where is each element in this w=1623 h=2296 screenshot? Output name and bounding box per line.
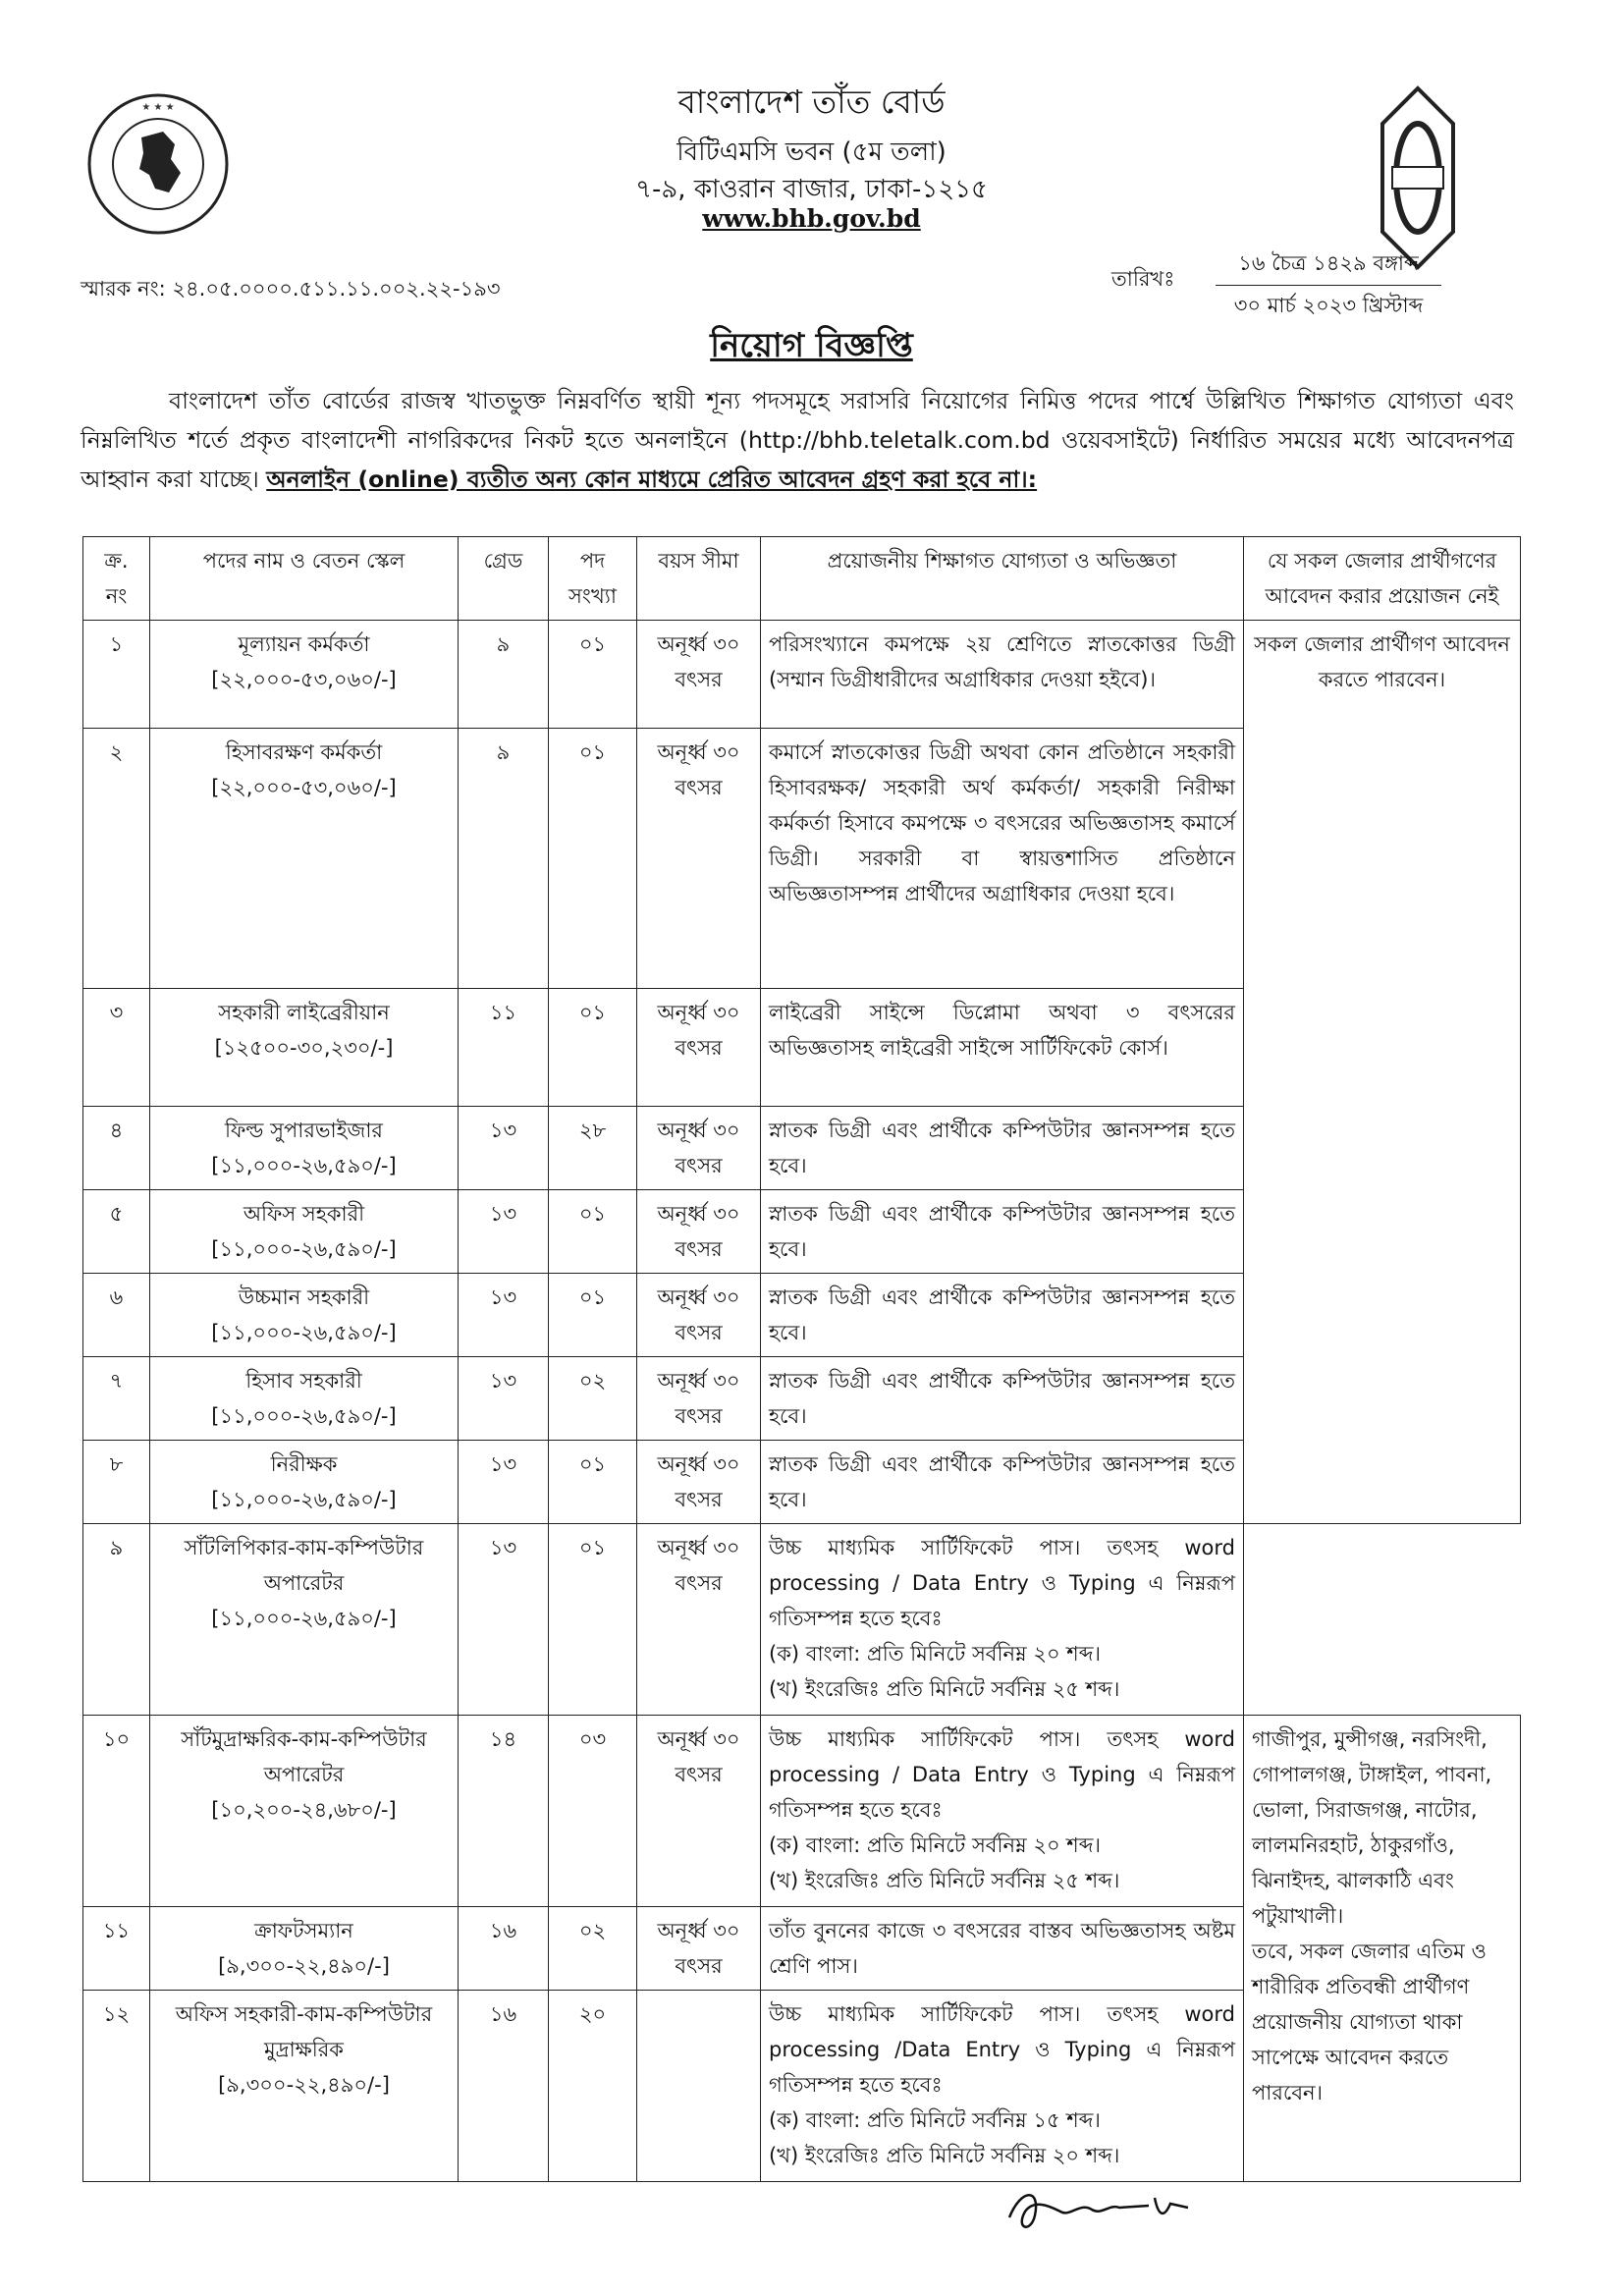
pay-scale: [১১,০০০-২৬,৫৯০/-] xyxy=(211,1321,397,1344)
row-qualification: স্নাতক ডিগ্রী এবং প্রার্থীকে কম্পিউটার জ্ঞানসম্পন্ন হতে হবে। xyxy=(761,1274,1244,1357)
row-grade: ১৬ xyxy=(459,1907,549,1991)
pay-scale: [১১,০০০-২৬,৫৯০/-] xyxy=(211,1607,397,1630)
row-grade: ১৩ xyxy=(459,1441,549,1524)
districts-all-text: সকল জেলার প্রার্থীগণ আবেদন করতে পারবেন। xyxy=(1254,632,1510,691)
row-count: ০১ xyxy=(549,1441,637,1524)
row-post xyxy=(150,1107,459,1190)
date-label: তারিখঃ xyxy=(1111,267,1175,291)
table-row xyxy=(83,1716,1521,1907)
row-count: ০১ xyxy=(549,1274,637,1357)
qualification-text: উচ্চ মাধ্যমিক সার্টিফিকেট পাস। তৎসহ word processing / Data Entry ও Typing এ নিম্নরূপ গতিসম্পন্ন হতে হবেঃ xyxy=(769,1727,1235,1822)
row-post xyxy=(150,1716,459,1907)
row-post xyxy=(150,729,459,989)
row-count: ০১ xyxy=(549,1524,637,1716)
row-age: অনূর্ধ্ব ৩০ বৎসর xyxy=(637,621,761,729)
districts-excluded-cell xyxy=(1244,1716,1521,2182)
row-post xyxy=(150,1907,459,1991)
row-sl: ৪ xyxy=(83,1107,150,1190)
row-count: ০১ xyxy=(549,1190,637,1274)
post-name: ফিল্ড সুপারভাইজার xyxy=(225,1119,383,1142)
row-age: অনূর্ধ্ব ৩০ বৎসর xyxy=(637,1190,761,1274)
row-count: ০১ xyxy=(549,729,637,989)
website-link[interactable]: www.bhb.gov.bd xyxy=(702,204,921,233)
date-gregorian: ৩০ মার্চ ২০২৩ খ্রিস্টাব্দ xyxy=(1216,285,1441,324)
row-post xyxy=(150,1190,459,1274)
address: ৭-৯, কাওরান বাজার, ঢাকা-১২১৫ xyxy=(635,175,988,204)
header-count: পদ সংখ্যা xyxy=(549,537,637,621)
row-sl: ১ xyxy=(83,621,150,729)
row-grade: ১৩ xyxy=(459,1107,549,1190)
row-sl: ৫ xyxy=(83,1190,150,1274)
row-grade: ১৩ xyxy=(459,1357,549,1441)
row-grade: ৯ xyxy=(459,621,549,729)
post-name: হিসাব সহকারী xyxy=(245,1369,362,1393)
row-qualification xyxy=(761,1524,1244,1716)
row-qualification: স্নাতক ডিগ্রী এবং প্রার্থীকে কম্পিউটার জ্ঞানসম্পন্ন হতে হবে। xyxy=(761,1107,1244,1190)
row-qualification: লাইব্রেরী সাইন্সে ডিপ্লোমা অথবা ৩ বৎসরের অভিজ্ঞতাসহ লাইব্রেরী সাইন্সে সার্টিফিকেট কোর্স। xyxy=(761,989,1244,1107)
row-sl: ৬ xyxy=(83,1274,150,1357)
signature-mark xyxy=(1001,2178,1198,2241)
row-count: ২৮ xyxy=(549,1107,637,1190)
row-age: অনূর্ধ্ব ৩০ বৎসর xyxy=(637,989,761,1107)
row-post xyxy=(150,989,459,1107)
row-grade: ৯ xyxy=(459,729,549,989)
row-age: অনূর্ধ্ব ৩০ বৎসর xyxy=(637,1524,761,1716)
row-count: ০৩ xyxy=(549,1716,637,1907)
svg-text:★ ★ ★: ★ ★ ★ xyxy=(141,102,175,113)
districts-all-cell xyxy=(1244,621,1521,1524)
pay-scale: [২২,০০০-৫৩,০৬০/-] xyxy=(211,776,397,799)
job-table xyxy=(82,536,1521,2182)
row-sl: ১২ xyxy=(83,1991,150,2182)
row-qualification xyxy=(761,1716,1244,1907)
row-post xyxy=(150,1357,459,1441)
online-warning: অনলাইন (online) ব্যতীত অন্য কোন মাধ্যমে প্রেরিত আবেদন গ্রহণ করা হবে না।: xyxy=(266,465,1038,493)
qualification-text: উচ্চ মাধ্যমিক সার্টিফিকেট পাস। তৎসহ word processing / Data Entry ও Typing এ নিম্নরূপ গতিসম্পন্ন হতে হবেঃ xyxy=(769,1536,1235,1630)
row-age: অনূর্ধ্ব ৩০ বৎসর xyxy=(637,1441,761,1524)
row-age: অনূর্ধ্ব ৩০ বৎসর xyxy=(637,729,761,989)
row-grade: ১৩ xyxy=(459,1190,549,1274)
speed-bangla: (ক) বাংলা: প্রতি মিনিটে সর্বনিম্ন ২০ শব্দ। xyxy=(769,1642,1101,1666)
header-sl: ক্র. নং xyxy=(83,537,150,621)
header-districts: যে সকল জেলার প্রার্থীগণের আবেদন করার প্রয়োজন নেই xyxy=(1244,537,1521,621)
districts-excluded-text: গাজীপুর, মুন্সীগঞ্জ, নরসিংদী, গোপালগঞ্জ, টাঙ্গাইল, পাবনা, ভোলা, সিরাজগঞ্জ, নাটোর, লালমনিরহাট, ঠাকুরগাঁও, ঝিনাইদহ, ঝালকাঠি এবং পটুয়াখালী। xyxy=(1252,1727,1492,1928)
pay-scale: [১২৫০০-৩০,২৩০/-] xyxy=(214,1036,394,1060)
pay-scale: [২২,০০০-৫৩,০৬০/-] xyxy=(211,668,397,691)
pay-scale: [৯,৩০০-২২,৪৯০/-] xyxy=(218,2073,390,2097)
row-age: অনূর্ধ্ব ৩০ বৎসর xyxy=(637,1716,761,1907)
row-age xyxy=(637,1991,761,2182)
row-grade: ১৬ xyxy=(459,1991,549,2182)
row-qualification: স্নাতক ডিগ্রী এবং প্রার্থীকে কম্পিউটার জ্ঞানসম্পন্ন হতে হবে। xyxy=(761,1441,1244,1524)
row-sl: ২ xyxy=(83,729,150,989)
row-count: ০১ xyxy=(549,621,637,729)
table-row xyxy=(83,1524,1521,1716)
intro-text: বাংলাদেশ তাঁত বোর্ডের রাজস্ব খাতভুক্ত নিম্নবর্ণিত স্থায়ী শূন্য পদসমূহে সরাসরি নিয়োগের নিমিত্ত পদের পার্শ্বে উল্লিখিত শিক্ষাগত যোগ্যতা এবং নিম্নলিখিত শর্তে প্রকৃত বাংলাদেশী নাগরিকদের নিকট হতে অনলাইনে (http://bhb.teletalk.com.bd ওয়েবসাইটে) নির্ধারিত সময়ের মধ্যে আবেদনপত্র আহ্বান করা যাচ্ছে। xyxy=(81,387,1514,493)
speed-english: (খ) ইংরেজিঃ প্রতি মিনিটে সর্বনিম্ন ২৫ শব্দ। xyxy=(769,1677,1120,1701)
row-post xyxy=(150,1441,459,1524)
row-post xyxy=(150,1991,459,2182)
row-post xyxy=(150,1274,459,1357)
post-name: সাঁটলিপিকার-কাম-কম্পিউটার অপারেটর xyxy=(184,1536,424,1595)
row-qualification: কমার্সে স্নাতকোত্তর ডিগ্রী অথবা কোন প্রতিষ্ঠানে সহকারী হিসাবরক্ষক/ সহকারী অর্থ কর্মকর্তা/ সহকারী নিরীক্ষা কর্মকর্তা হিসাবে কমপক্ষে ৩ বৎসরের অভিজ্ঞতাসহ কমার্সে ডিগ্রী। সরকারী বা স্বায়ত্তশাসিত প্রতিষ্ঠানে অভিজ্ঞতাসম্পন্ন প্রার্থীদের অগ্রাধিকার দেওয়া হবে। xyxy=(761,729,1244,989)
post-name: সহকারী লাইব্রেরীয়ান xyxy=(218,1001,390,1024)
row-sl: ৭ xyxy=(83,1357,150,1441)
row-sl: ১১ xyxy=(83,1907,150,1991)
row-grade: ১৪ xyxy=(459,1716,549,1907)
header-qualification: প্রয়োজনীয় শিক্ষাগত যোগ্যতা ও অভিজ্ঞতা xyxy=(761,537,1244,621)
building-name: বিটিএমসি ভবন (৫ম তলা) xyxy=(676,137,947,167)
organization-name: বাংলাদেশ তাঁত বোর্ড xyxy=(677,82,946,121)
row-sl: ৮ xyxy=(83,1441,150,1524)
row-sl: ১০ xyxy=(83,1716,150,1907)
row-age: অনূর্ধ্ব ৩০ বৎসর xyxy=(637,1274,761,1357)
row-sl: ৯ xyxy=(83,1524,150,1716)
pay-scale: [১১,০০০-২৬,৫৯০/-] xyxy=(211,1154,397,1177)
table-row xyxy=(83,621,1521,729)
row-age: অনূর্ধ্ব ৩০ বৎসর xyxy=(637,1357,761,1441)
speed-english: (খ) ইংরেজিঃ প্রতি মিনিটে সর্বনিম্ন ২৫ শব্দ। xyxy=(769,1869,1120,1892)
header-grade: গ্রেড xyxy=(459,537,549,621)
row-age: অনূর্ধ্ব ৩০ বৎসর xyxy=(637,1107,761,1190)
row-grade: ১৩ xyxy=(459,1524,549,1716)
date-bangla: ১৬ চৈত্র ১৪২৯ বঙ্গাব্দ xyxy=(1238,251,1419,275)
row-count: ০২ xyxy=(549,1907,637,1991)
notice-title: নিয়োগ বিজ্ঞপ্তি xyxy=(710,326,913,365)
speed-bangla: (ক) বাংলা: প্রতি মিনিটে সর্বনিম্ন ১৫ শব্দ। xyxy=(769,2108,1101,2132)
row-age: অনূর্ধ্ব ৩০ বৎসর xyxy=(637,1907,761,1991)
post-name: নিরীক্ষক xyxy=(270,1452,338,1476)
row-count: ০২ xyxy=(549,1357,637,1441)
row-grade: ১৩ xyxy=(459,1274,549,1357)
pay-scale: [১১,০০০-২৬,৫৯০/-] xyxy=(211,1237,397,1261)
pay-scale: [১০,২০০-২৪,৬৮০/-] xyxy=(211,1798,397,1822)
row-qualification: পরিসংখ্যানে কমপক্ষে ২য় শ্রেণিতে স্নাতকোত্তর ডিগ্রী (সম্মান ডিগ্রীধারীদের অগ্রাধিকার দেওয়া হইবে)। xyxy=(761,621,1244,729)
pay-scale: [১১,০০০-২৬,৫৯০/-] xyxy=(211,1404,397,1428)
post-name: উচ্চমান সহকারী xyxy=(238,1285,370,1309)
memo-reference: স্মারক নং: ২৪.০৫.০০০০.৫১১.১১.০০২.২২-১৯৩ xyxy=(81,277,501,301)
speed-english: (খ) ইংরেজিঃ প্রতি মিনিটে সর্বনিম্ন ২০ শব্দ। xyxy=(769,2144,1120,2167)
row-count: ২০ xyxy=(549,1991,637,2182)
post-name: সাঁটমুদ্রাক্ষরিক-কাম-কম্পিউটার অপারেটর xyxy=(181,1727,427,1786)
header-post: পদের নাম ও বেতন স্কেল xyxy=(150,537,459,621)
row-post xyxy=(150,621,459,729)
row-qualification: স্নাতক ডিগ্রী এবং প্রার্থীকে কম্পিউটার জ্ঞানসম্পন্ন হতে হবে। xyxy=(761,1190,1244,1274)
row-sl: ৩ xyxy=(83,989,150,1107)
pay-scale: [৯,৩০০-২২,৪৯০/-] xyxy=(218,1954,390,1978)
header-age: বয়স সীমা xyxy=(637,537,761,621)
post-name: ক্রাফটসম্যান xyxy=(254,1919,353,1942)
row-grade: ১১ xyxy=(459,989,549,1107)
row-qualification: তাঁত বুননের কাজে ৩ বৎসরের বাস্তব অভিজ্ঞতাসহ অষ্টম শ্রেণি পাস। xyxy=(761,1907,1244,1991)
qualification-text: উচ্চ মাধ্যমিক সার্টিফিকেট পাস। তৎসহ word processing /Data Entry ও Typing এ নিম্নরূপ গতিসম্পন্ন হতে হবেঃ xyxy=(769,2002,1235,2097)
row-qualification xyxy=(761,1991,1244,2182)
post-name: হিসাবরক্ষণ কর্মকর্তা xyxy=(225,740,383,764)
row-count: ০১ xyxy=(549,989,637,1107)
pay-scale: [১১,০০০-২৬,৫৯০/-] xyxy=(211,1488,397,1511)
table-header-row xyxy=(83,537,1521,621)
post-name: অফিস সহকারী-কাম-কম্পিউটার মুদ্রাক্ষরিক xyxy=(175,2002,433,2061)
speed-bangla: (ক) বাংলা: প্রতি মিনিটে সর্বনিম্ন ২০ শব্দ। xyxy=(769,1833,1101,1857)
post-name: মূল্যায়ন কর্মকর্তা xyxy=(238,632,370,656)
row-post xyxy=(150,1524,459,1716)
post-name: অফিস সহকারী xyxy=(243,1202,365,1226)
districts-note-text: তবে, সকল জেলার এতিম ও শারীরিক প্রতিবন্ধী প্রার্থীগণ প্রয়োজনীয় যোগ্যতা থাকা সাপেক্ষে আবেদন করতে পারবেন। xyxy=(1252,1940,1487,2105)
row-qualification: স্নাতক ডিগ্রী এবং প্রার্থীকে কম্পিউটার জ্ঞানসম্পন্ন হতে হবে। xyxy=(761,1357,1244,1441)
notice-intro xyxy=(81,381,1514,499)
